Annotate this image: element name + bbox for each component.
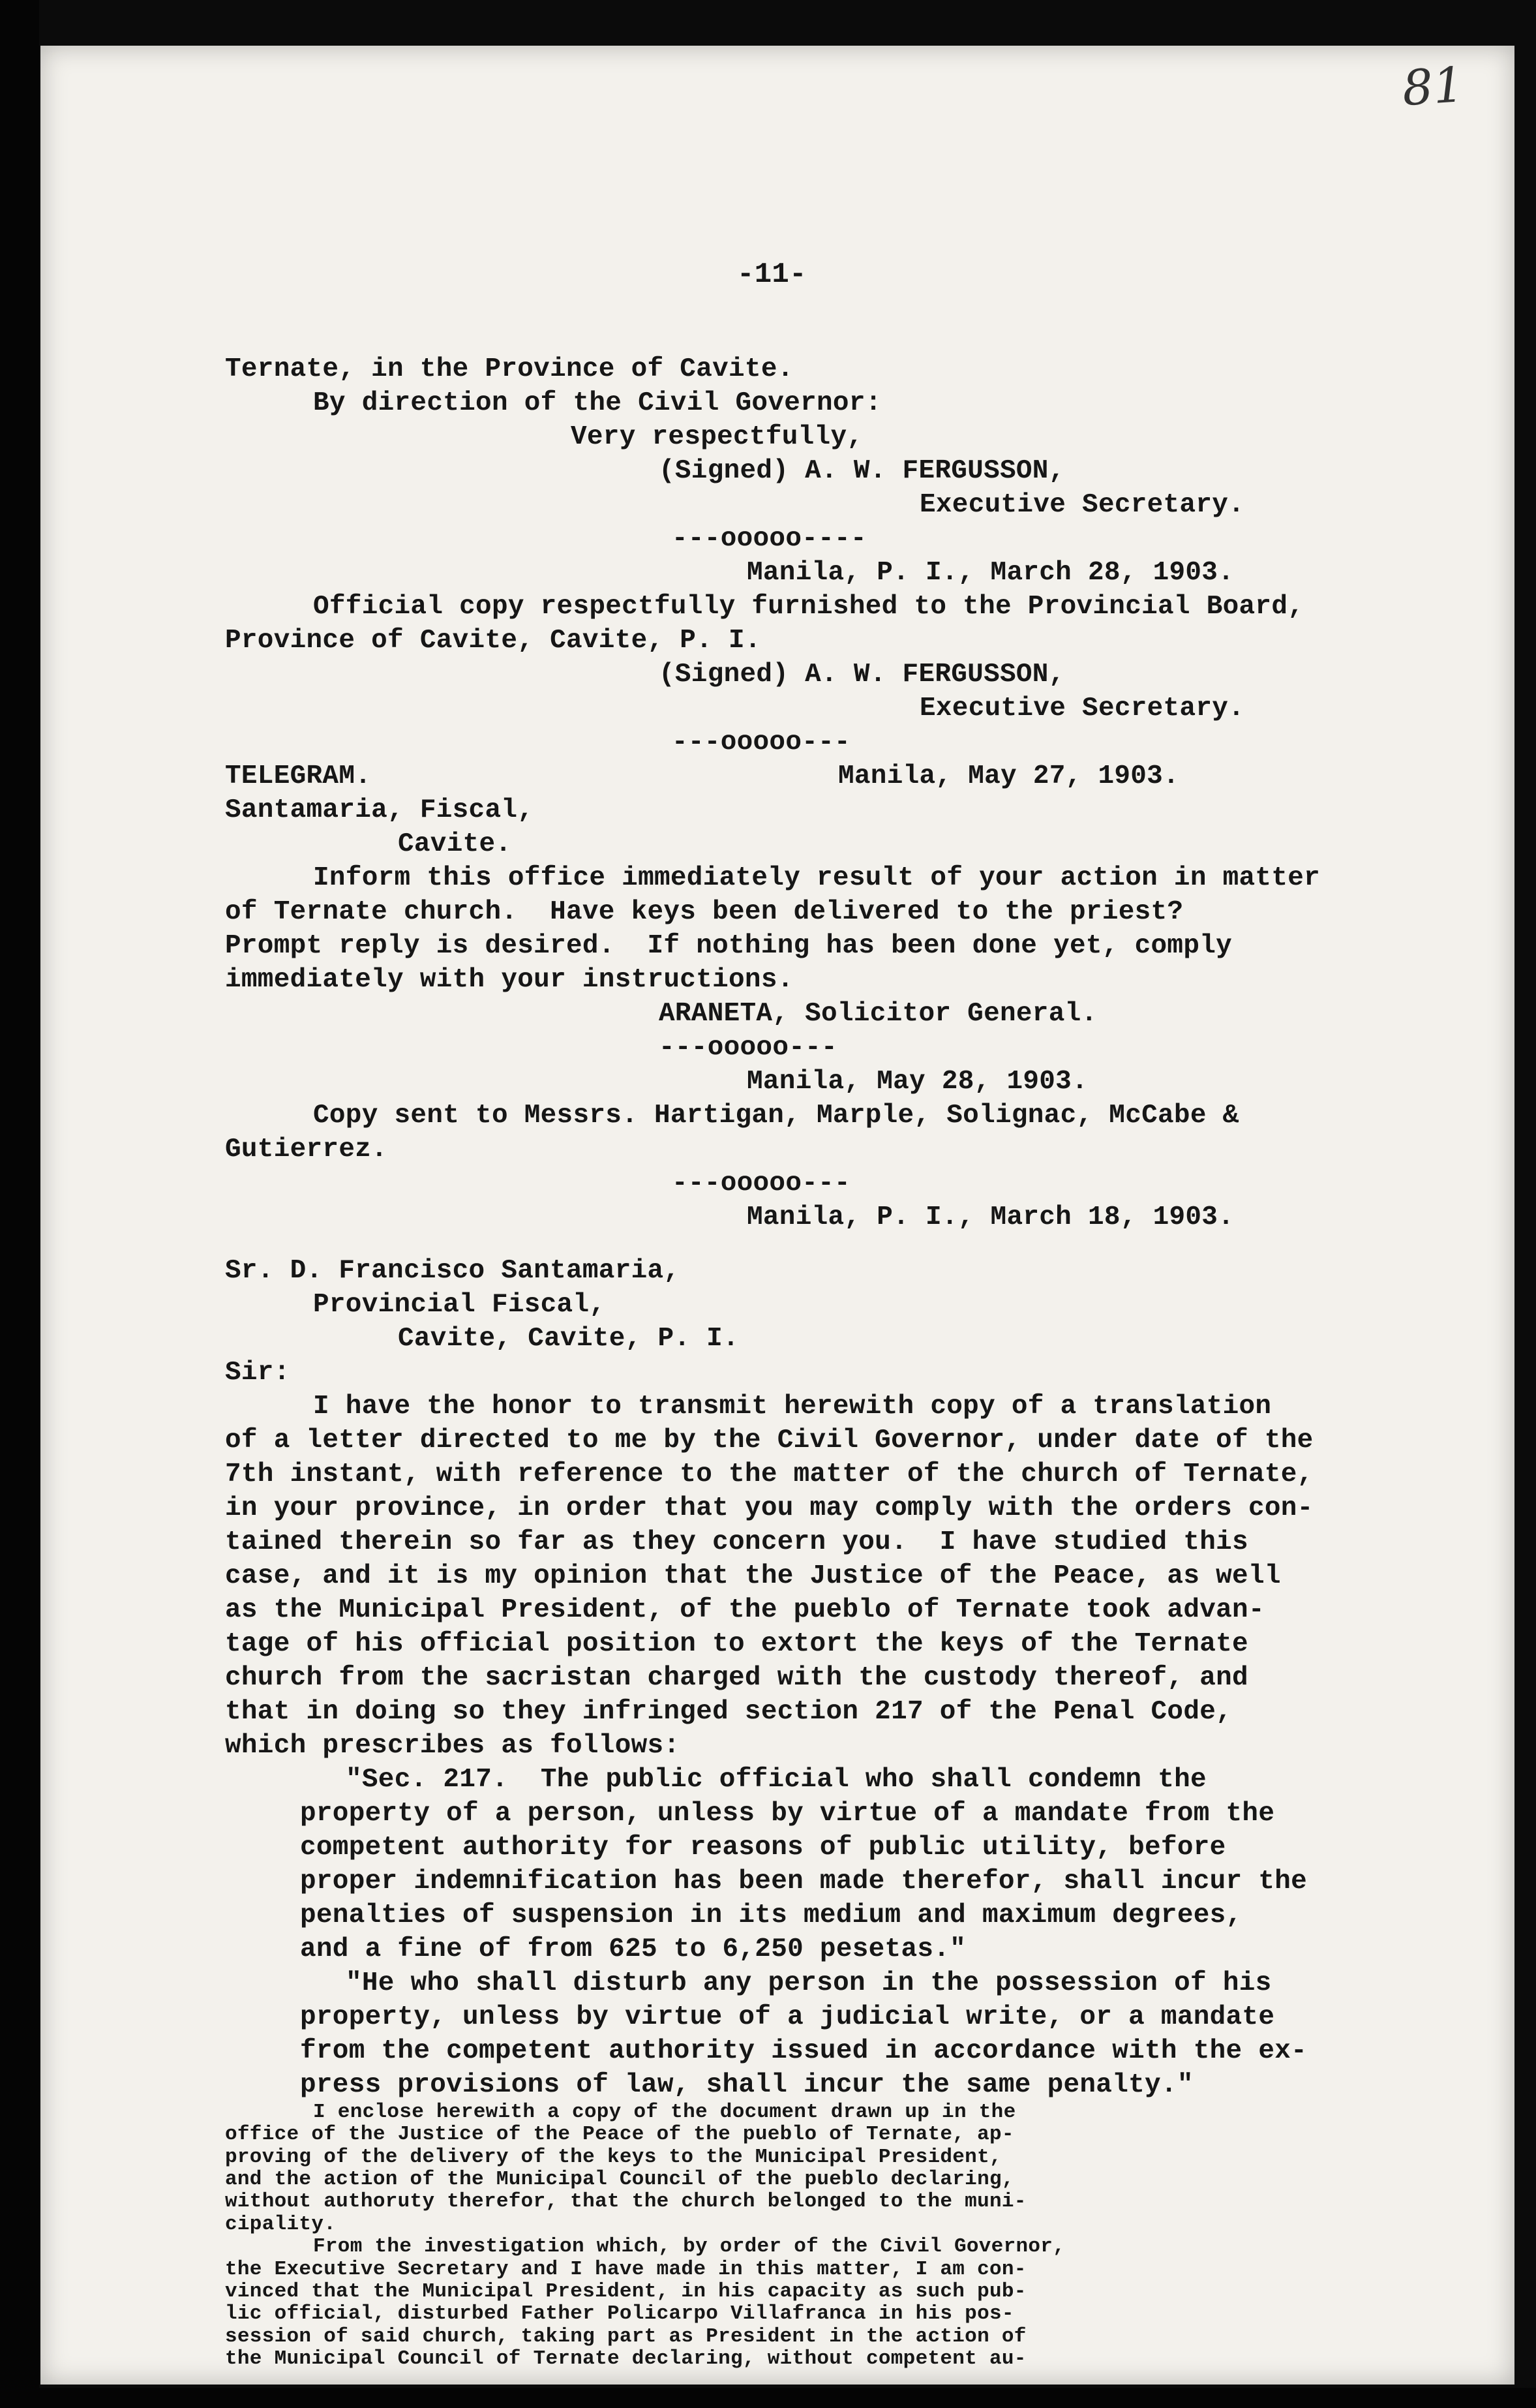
text-line: Cavite.: [398, 829, 512, 859]
addressee-line: Sr. D. Francisco Santamaria,: [225, 1256, 680, 1286]
quotation-line: "He who shall disturb any person in the possession of his: [346, 1968, 1272, 1998]
dateline: Manila, P. I., March 18, 1903.: [747, 1202, 1235, 1232]
text-line: 7th instant, with reference to the matter of the church of Ternate,: [225, 1459, 1314, 1489]
text-line: Very respectfully,: [571, 422, 864, 452]
text-line: church from the sacristan charged with the custody thereof, and: [225, 1663, 1248, 1693]
quotation-line: "Sec. 217. The public official who shall condemn the: [346, 1765, 1207, 1795]
text-line: By direction of the Civil Governor:: [313, 388, 882, 418]
text-line: vinced that the Municipal President, in his capacity as such pub-: [225, 2279, 1027, 2303]
text-line: lic official, disturbed Father Policarpo Villafranca in his pos-: [225, 2302, 1014, 2326]
page-number: -11-: [737, 258, 807, 291]
text-line: Ternate, in the Province of Cavite.: [225, 354, 794, 384]
text-line: Santamaria, Fiscal,: [225, 795, 534, 825]
text-line: tained therein so far as they concern you. I have studied this: [225, 1527, 1248, 1557]
addressee-line: Cavite, Cavite, P. I.: [398, 1324, 739, 1354]
text-line: immediately with your instructions.: [225, 965, 794, 995]
quotation-line: from the competent authority issued in accordance with the ex-: [300, 2036, 1308, 2066]
text-line: cipality.: [225, 2212, 337, 2236]
text-line: I enclose herewith a copy of the document drawn up in the: [313, 2101, 1016, 2124]
text-line: that in doing so they infringed section 217 of the Penal Code,: [225, 1697, 1233, 1727]
text-line: of Ternate church. Have keys been delivered to the priest?: [225, 897, 1184, 927]
text-line: Official copy respectfully furnished to the Provincial Board,: [313, 592, 1304, 622]
text-line: Gutierrez.: [225, 1135, 388, 1165]
text-line: as the Municipal President, of the pueblo of Ternate took advan-: [225, 1595, 1265, 1625]
text-line: proving of the delivery of the keys to the Municipal President,: [225, 2145, 1002, 2169]
signature-line: (Signed) A. W. FERGUSSON,: [659, 660, 1065, 690]
signature-title: Executive Secretary.: [920, 693, 1245, 724]
quotation-line: proper indemnification has been made therefor, shall incur the: [300, 1867, 1308, 1897]
text-line: Inform this office immediately result of your action in matter: [313, 863, 1321, 893]
signature-line: (Signed) A. W. FERGUSSON,: [659, 456, 1065, 486]
text-line: Province of Cavite, Cavite, P. I.: [225, 626, 761, 656]
text-line: I have the honor to transmit herewith copy of a translation: [313, 1392, 1272, 1422]
quotation-line: press provisions of law, shall incur the same penalty.": [300, 2070, 1194, 2100]
scan-border-left: [0, 0, 39, 2408]
signature-line: ARANETA, Solicitor General.: [659, 999, 1098, 1029]
quotation-line: property, unless by virtue of a judicial write, or a mandate: [300, 2002, 1275, 2032]
text-line: session of said church, taking part as President in the action of: [225, 2324, 1027, 2348]
quotation-line: competent authority for reasons of public utility, before: [300, 1833, 1226, 1863]
dateline: Manila, P. I., March 28, 1903.: [747, 558, 1235, 588]
dateline: Manila, May 27, 1903.: [838, 761, 1179, 791]
text-line: which prescribes as follows:: [225, 1731, 680, 1761]
text-line: Copy sent to Messrs. Hartigan, Marple, Solignac, McCabe &: [313, 1101, 1239, 1131]
text-line: of a letter directed to me by the Civil Governor, under date of the: [225, 1425, 1314, 1455]
separator: ---ooooo---: [672, 1168, 851, 1198]
text-line: the Executive Secretary and I have made in this matter, I am con-: [225, 2257, 1027, 2281]
salutation: Sir:: [225, 1358, 290, 1388]
quotation-line: and a fine of from 625 to 6,250 pesetas.": [300, 1934, 967, 1964]
quotation-line: penalties of suspension in its medium and maximum degrees,: [300, 1900, 1242, 1930]
addressee-line: Provincial Fiscal,: [313, 1290, 606, 1320]
dateline: Manila, May 28, 1903.: [747, 1067, 1088, 1097]
telegram-heading: TELEGRAM.: [225, 761, 372, 791]
separator: ---ooooo---: [672, 727, 851, 757]
text-line: without authoruty therefor, that the church belonged to the muni-: [225, 2190, 1027, 2214]
text-line: and the action of the Municipal Council of the pueblo declaring,: [225, 2168, 1014, 2191]
text-line: the Municipal Council of Ternate declaring, without competent au-: [225, 2347, 1027, 2370]
text-line: From the investigation which, by order of the Civil Governor,: [313, 2235, 1066, 2259]
text-line: office of the Justice of the Peace of the pueblo of Ternate, ap-: [225, 2123, 1014, 2146]
folio-number: 81: [1400, 56, 1466, 117]
text-line: case, and it is my opinion that the Justice of the Peace, as well: [225, 1561, 1281, 1591]
separator: ---ooooo---: [659, 1033, 837, 1063]
quotation-line: property of a person, unless by virtue of a mandate from the: [300, 1799, 1275, 1829]
text-line: Prompt reply is desired. If nothing has been done yet, comply: [225, 931, 1233, 961]
separator: ---ooooo----: [672, 524, 867, 554]
scan-border-bottom: [0, 2388, 1536, 2408]
text-line: in your province, in order that you may comply with the orders con-: [225, 1493, 1314, 1523]
text-line: tage of his official position to extort the keys of the Ternate: [225, 1629, 1248, 1659]
signature-title: Executive Secretary.: [920, 490, 1245, 520]
